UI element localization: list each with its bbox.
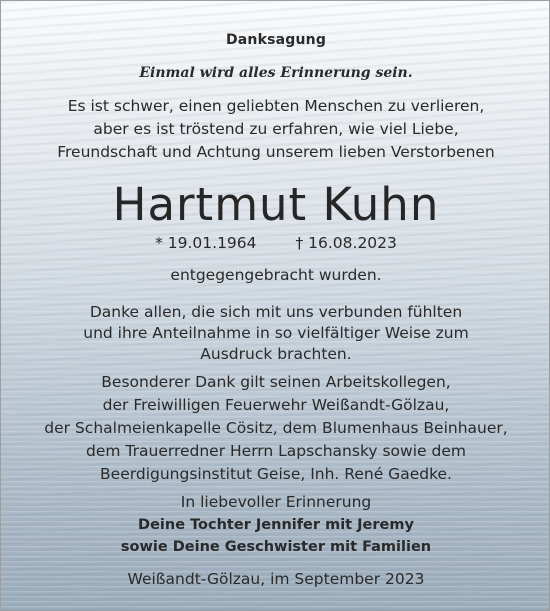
special-thanks-line: Beerdigungsinstitut Geise, Inh. René Gaedke. <box>100 465 452 483</box>
family-line: sowie Deine Geschwister mit Familien <box>120 539 432 555</box>
special-thanks-line: der Schalmeienkapelle Cösitz, dem Blumenhaus Beinhauer, <box>44 419 508 437</box>
motto: Einmal wird alles Erinnerung sein. <box>139 65 413 81</box>
remembrance-line: In liebevoller Erinnerung <box>180 493 372 511</box>
received-line: entgegengebracht wurden. <box>170 266 382 284</box>
family-line: Deine Tochter Jennifer mit Jeremy <box>138 517 414 533</box>
intro-line: Freundschaft und Achtung unserem lieben Verstorbenen <box>57 143 495 161</box>
death-date: † 16.08.2023 <box>295 234 397 252</box>
birth-date: * 19.01.1964 <box>155 234 257 252</box>
special-thanks-line: Besonderer Dank gilt seinen Arbeitskollegen, <box>101 373 451 391</box>
special-thanks-line: der Freiwilligen Feuerwehr Weißandt-Gölzau, <box>102 396 450 414</box>
thanks-line: Ausdruck brachten. <box>200 345 352 363</box>
intro-line: Es ist schwer, einen geliebten Menschen zu verlieren, <box>67 97 485 115</box>
intro-line: aber es ist tröstend zu erfahren, wie viel Liebe, <box>93 120 459 138</box>
special-thanks-line: dem Trauerredner Herrn Lapschansky sowie dem <box>86 442 466 460</box>
life-dates <box>1 234 550 252</box>
place-date: Weißandt-Gölzau, im September 2023 <box>127 570 425 588</box>
deceased-name: Hartmut Kuhn <box>112 178 440 231</box>
heading: Danksagung <box>225 32 327 48</box>
thanks-line: Danke allen, die sich mit uns verbunden fühlten <box>89 303 463 321</box>
thanks-line: und ihre Anteilnahme in so vielfältiger Weise zum <box>83 324 469 342</box>
